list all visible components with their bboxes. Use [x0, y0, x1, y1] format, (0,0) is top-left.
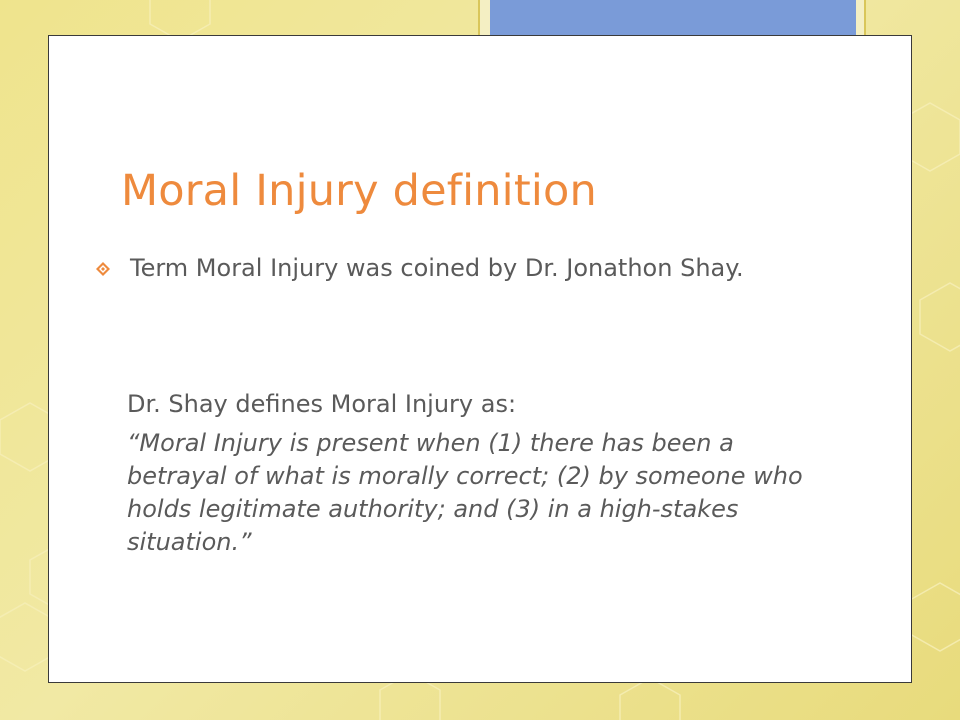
- slide-content-panel: [48, 35, 912, 683]
- bullet-item: [127, 252, 817, 285]
- definition-intro: Dr. Shay defines Moral Injury as:: [127, 390, 517, 418]
- slide-title: Moral Injury definition: [121, 166, 597, 216]
- diamond-bullet-icon: [95, 261, 111, 277]
- bullet-text: Term Moral Injury was coined by Dr. Jonathon Shay.: [130, 254, 744, 282]
- definition-quote: “Moral Injury is present when (1) there has been a betrayal of what is morally correct; (2) by someone who holds legitimate authority; and (3) in a high-stakes situation.”: [127, 429, 803, 556]
